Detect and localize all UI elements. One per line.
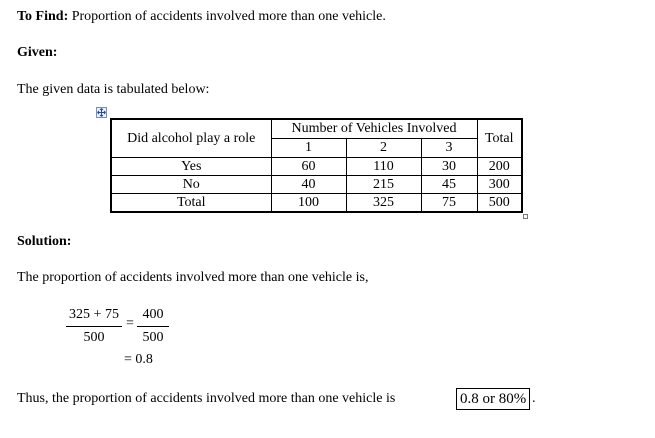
row-label: Yes bbox=[111, 157, 271, 175]
header-vehicles-involved: Number of Vehicles Involved bbox=[271, 119, 477, 138]
row-total: 200 bbox=[477, 157, 522, 175]
cell: 100 bbox=[271, 193, 346, 212]
result-line: = 0.8 bbox=[124, 352, 153, 367]
cell: 30 bbox=[421, 157, 477, 175]
header-col-1: 1 bbox=[271, 138, 346, 157]
row-label: Total bbox=[111, 193, 271, 212]
cell: 45 bbox=[421, 175, 477, 193]
solution-heading: Solution: bbox=[17, 234, 72, 249]
cell: 75 bbox=[421, 193, 477, 212]
given-heading: Given: bbox=[17, 45, 58, 60]
fraction-2-denominator: 500 bbox=[142, 330, 164, 345]
table-header-row bbox=[111, 119, 522, 138]
to-find-label: To Find: bbox=[17, 9, 69, 24]
to-find-text: Proportion of accidents involved more than one vehicle. bbox=[71, 9, 386, 24]
row-label: No bbox=[111, 175, 271, 193]
header-alcohol-role: Did alcohol play a role bbox=[111, 119, 271, 157]
solution-statement: The proportion of accidents involved more than one vehicle is, bbox=[17, 270, 369, 285]
header-total: Total bbox=[477, 119, 522, 157]
cell: 60 bbox=[271, 157, 346, 175]
table-resize-handle[interactable] bbox=[523, 214, 528, 219]
cell: 325 bbox=[346, 193, 421, 212]
equals-sign: = bbox=[126, 316, 134, 331]
fraction-2-bar bbox=[137, 326, 169, 327]
header-col-3: 3 bbox=[421, 138, 477, 157]
table-move-handle-icon[interactable] bbox=[96, 107, 107, 118]
given-intro: The given data is tabulated below: bbox=[17, 82, 210, 97]
fraction-1-denominator: 500 bbox=[83, 330, 105, 345]
fraction-2-numerator: 400 bbox=[142, 307, 164, 322]
table-row bbox=[111, 157, 522, 175]
cell: 40 bbox=[271, 175, 346, 193]
to-find-line bbox=[17, 9, 386, 25]
fraction-1-numerator: 325 + 75 bbox=[69, 307, 119, 322]
cell: 110 bbox=[346, 157, 421, 175]
row-total: 300 bbox=[477, 175, 522, 193]
row-total: 500 bbox=[477, 193, 522, 212]
table-row bbox=[111, 193, 522, 212]
conclusion-text: Thus, the proportion of accidents involved more than one vehicle is bbox=[17, 391, 396, 406]
header-col-2: 2 bbox=[346, 138, 421, 157]
trailing-period: . bbox=[532, 391, 536, 406]
table-row bbox=[111, 175, 522, 193]
answer-box: 0.8 or 80% bbox=[456, 388, 530, 410]
cell: 215 bbox=[346, 175, 421, 193]
fraction-1-bar bbox=[66, 326, 122, 327]
data-table bbox=[110, 118, 523, 213]
